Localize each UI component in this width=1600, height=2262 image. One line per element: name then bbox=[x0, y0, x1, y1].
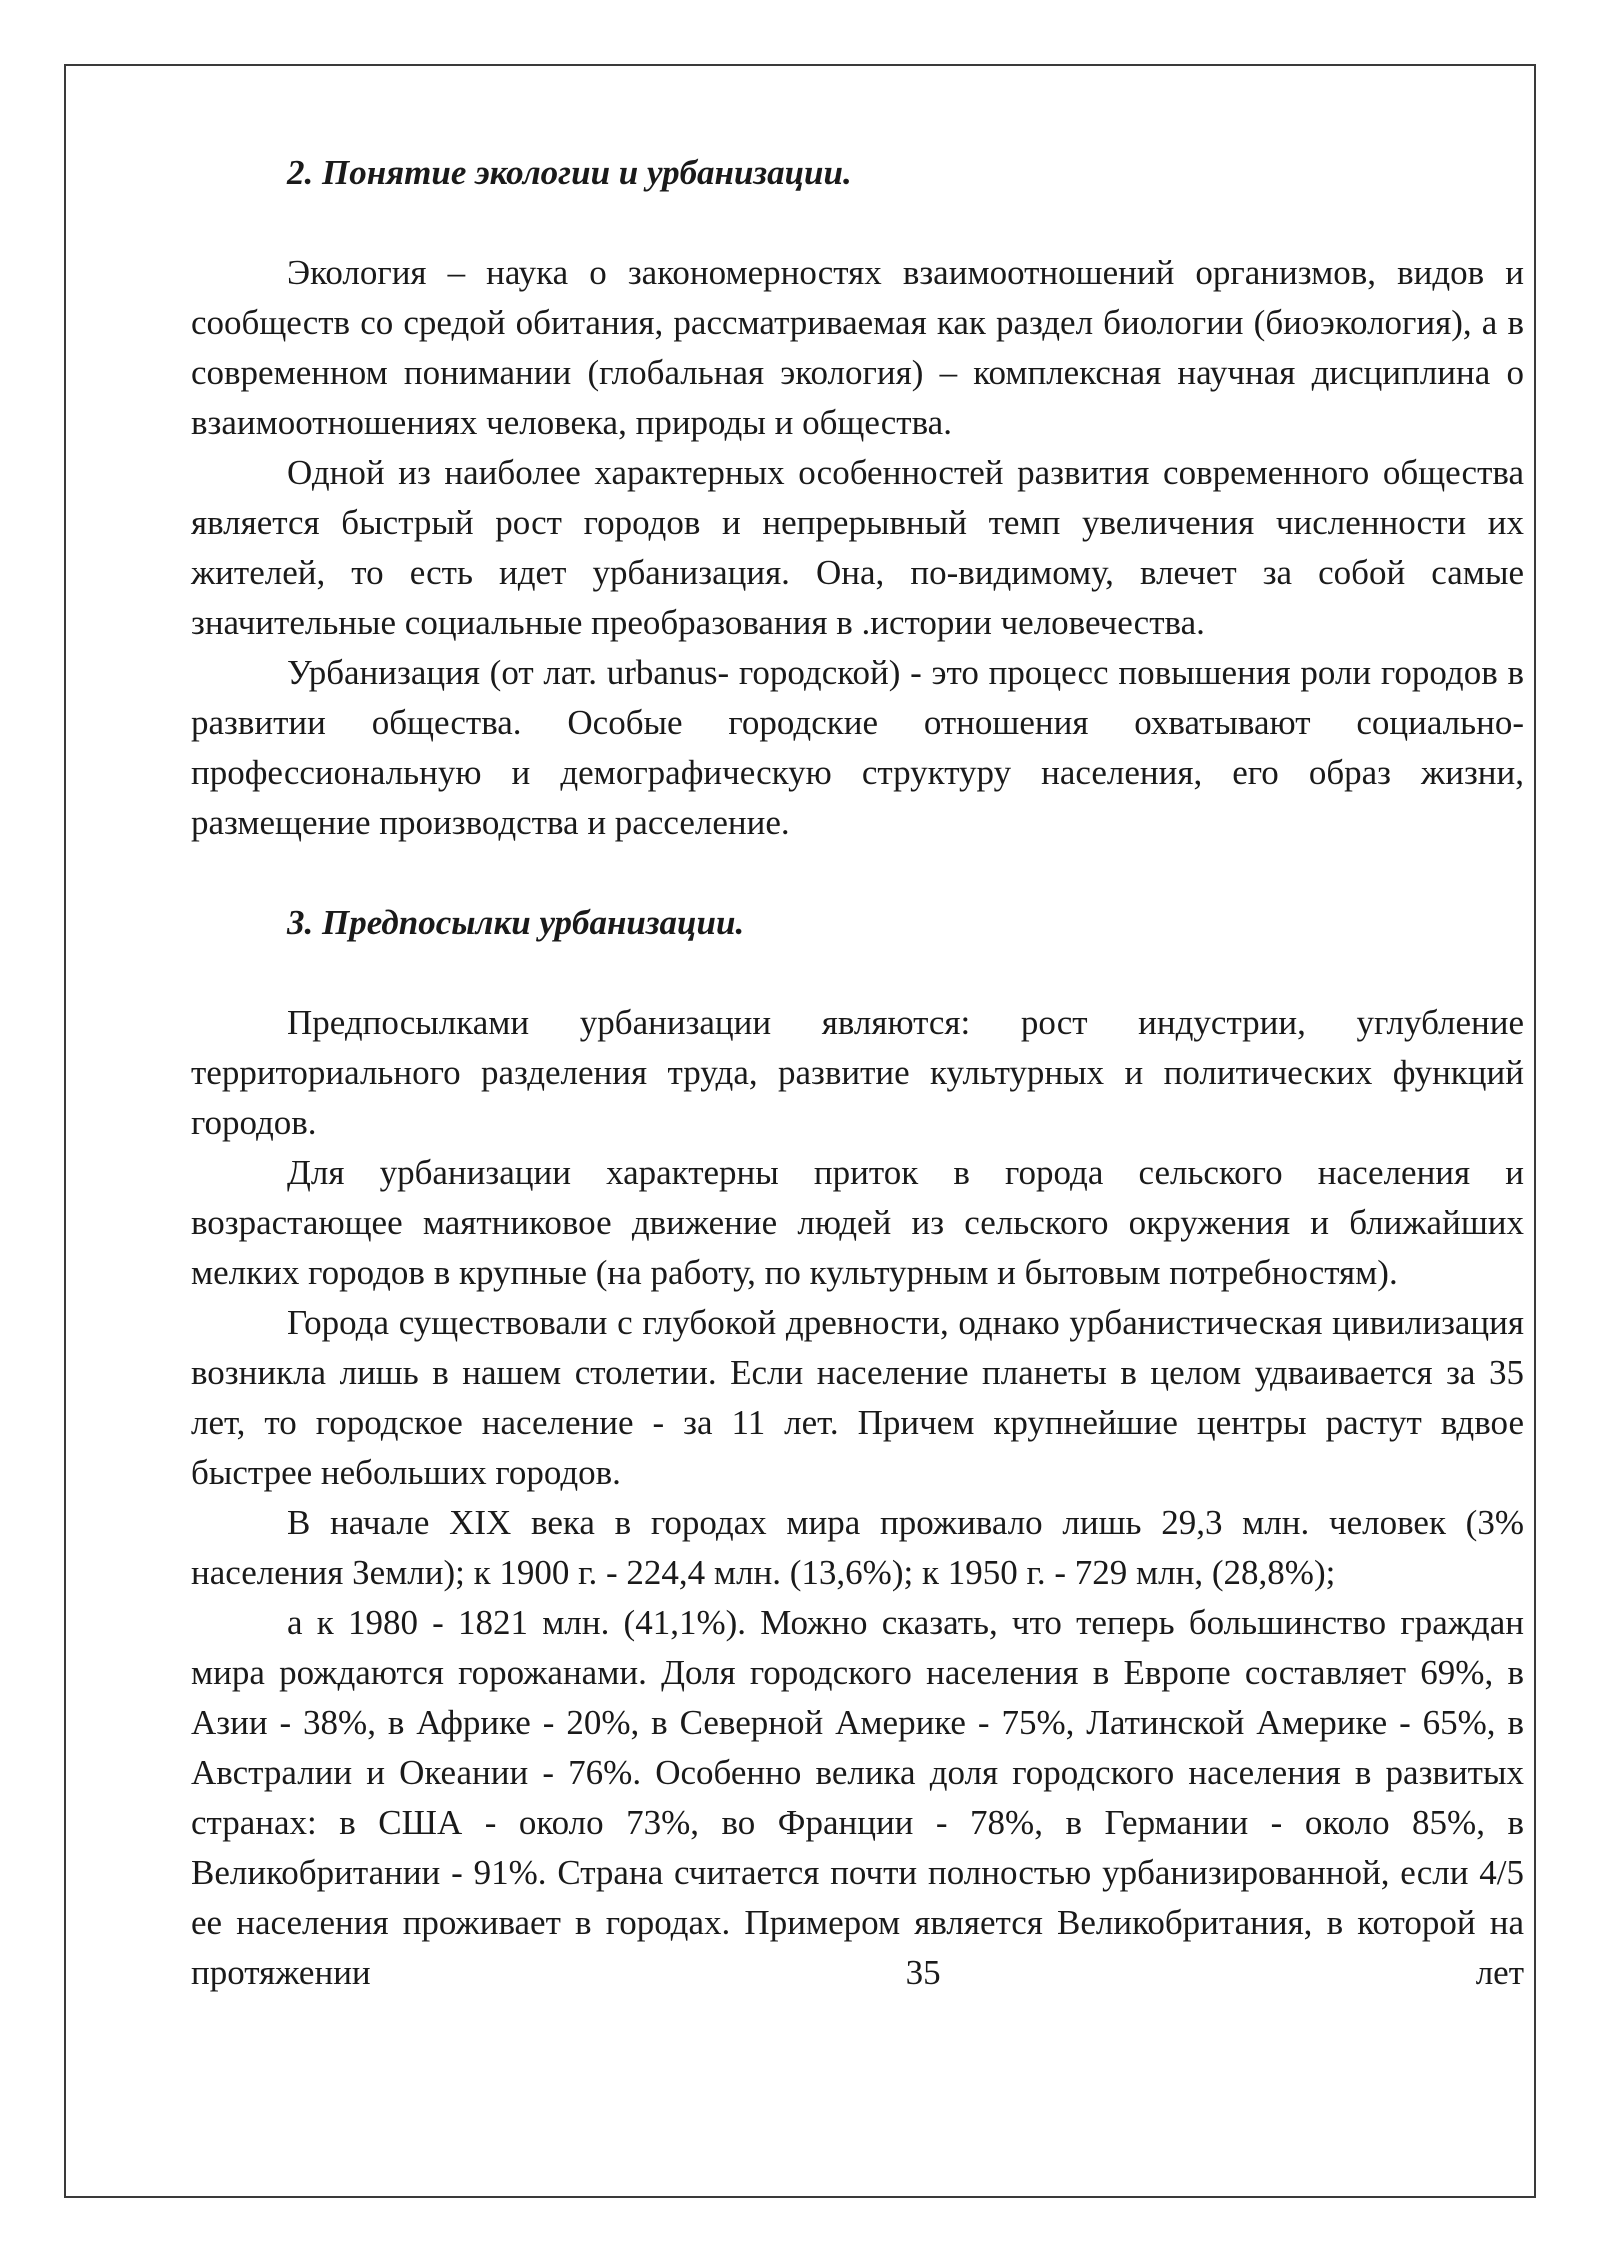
paragraph-population-history: В начале XIX века в городах мира проживало лишь 29,3 млн. человек (3% населения Земли); к 1900 г. - 224,4 млн. (13,6%); к 1950 г. - 729 млн, (28,8%); bbox=[191, 1503, 1524, 1592]
paragraph-preconditions: Предпосылками урбанизации являются: рост индустрии, углубление территориального разделения труда, развитие культурных и политических функций городов. bbox=[191, 1003, 1524, 1142]
paragraph-urban-share: а к 1980 - 1821 млн. (41,1%). Можно сказать, что теперь большинство граждан мира рождаются горожанами. Доля городского населения в Европе составляет 69%, в Азии - 38%, в Африке - 20%, в Северной Америке - 75%, Латинской Америке - 65%, в Австралии и Океании - 76%. Особенно велика доля городского населения в развитых странах: в США - около 73%, во Франции - 78%, в Германии - около 85%, в Великобритании - 91%. Страна считается почти полностью урбанизированной, если 4/5 ее населения проживает в городах. Примером является Великобритания, в которой на протяжении 35 лет bbox=[191, 1603, 1524, 1992]
section-heading-urbanization-preconditions: 3. Предпосылки урбанизации. bbox=[287, 903, 745, 942]
paragraph-city-growth: Одной из наиболее характерных особенностей развития современного общества является быстрый рост городов и непрерывный темп увеличения численности их жителей, то есть идет урбанизация. Она, по-видимому, влечет за собой самые значительные социальные преобразования в .истории человечества. bbox=[191, 453, 1524, 642]
document-body bbox=[191, 148, 1524, 1998]
section-heading-ecology-urbanization: 2. Понятие экологии и урбанизации. bbox=[287, 153, 852, 192]
paragraph-ecology-definition: Экология – наука о закономерностях взаимоотношений организмов, видов и сообществ со средой обитания, рассматриваемая как раздел биологии (биоэкология), а в современном понимании (глобальная экология) – комплексная научная дисциплина о взаимоотношениях человека, природы и общества. bbox=[191, 253, 1524, 442]
paragraph-urbanization-definition: Урбанизация (от лат. urbanus- городской) - это процесс повышения роли городов в развитии общества. Особые городские отношения охватывают социально-профессиональную и демографическую структуру населения, его образ жизни, размещение производства и расселение. bbox=[191, 653, 1524, 842]
paragraph-migration: Для урбанизации характерны приток в города сельского населения и возрастающее маятниковое движение людей из сельского окружения и ближайших мелких городов в крупные (на работу, по культурным и бытовым потребностям). bbox=[191, 1153, 1524, 1292]
paragraph-ancient-cities: Города существовали с глубокой древности, однако урбанистическая цивилизация возникла лишь в нашем столетии. Если население планеты в целом удваивается за 35 лет, то городское население - за 11 лет. Причем крупнейшие центры растут вдвое быстрее небольших городов. bbox=[191, 1303, 1524, 1492]
